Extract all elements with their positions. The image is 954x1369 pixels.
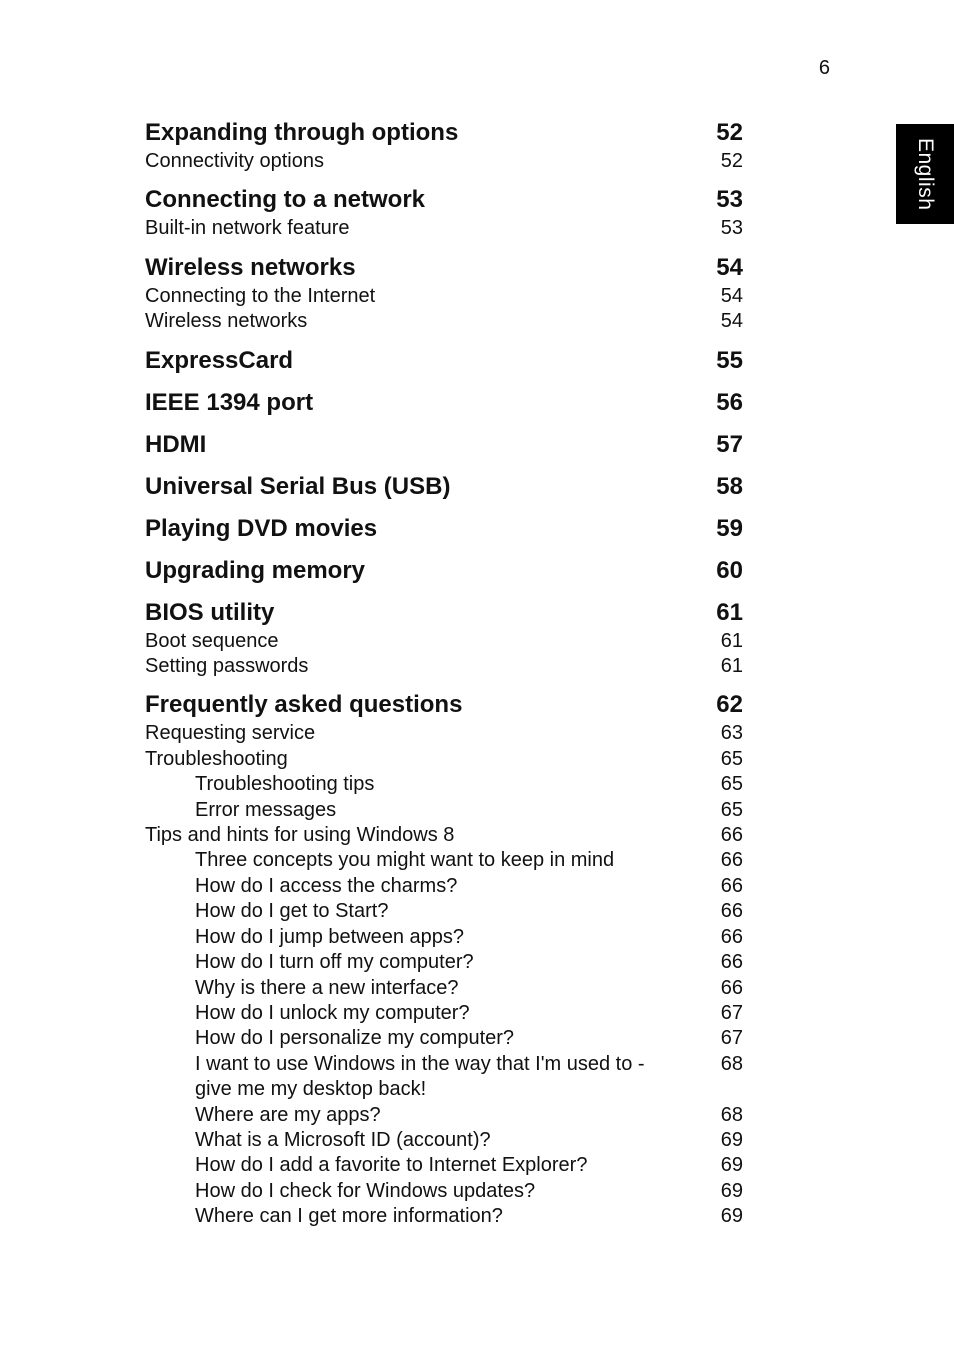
toc-entry-page: 61 bbox=[716, 598, 743, 626]
toc-entry-page: 69 bbox=[720, 1128, 743, 1151]
toc-entry[interactable] bbox=[145, 950, 743, 975]
toc-entry-page: 69 bbox=[720, 1179, 743, 1202]
toc-entry-page: 53 bbox=[716, 186, 743, 214]
toc-entry-page: 56 bbox=[716, 388, 743, 416]
toc-entry-page: 62 bbox=[716, 691, 743, 719]
toc-entry-page: 60 bbox=[716, 556, 743, 584]
toc-entry-title: HDMI bbox=[145, 430, 207, 458]
language-tab bbox=[896, 124, 954, 224]
toc-entry[interactable] bbox=[145, 1026, 743, 1051]
toc-entry[interactable] bbox=[145, 654, 743, 679]
toc-entry-title: Tips and hints for using Windows 8 bbox=[145, 824, 455, 847]
toc-entry-title: Error messages bbox=[195, 798, 337, 821]
table-of-contents bbox=[145, 116, 743, 1230]
toc-entry-title: Where can I get more information? bbox=[195, 1205, 503, 1228]
toc-entry-title: What is a Microsoft ID (account)? bbox=[195, 1128, 491, 1151]
toc-entry-page: 69 bbox=[720, 1154, 743, 1177]
toc-entry-page: 66 bbox=[720, 824, 743, 847]
language-tab-label: English bbox=[914, 137, 937, 211]
toc-entry[interactable] bbox=[145, 1001, 743, 1026]
toc-chapter[interactable] bbox=[145, 386, 743, 419]
toc-entry[interactable] bbox=[145, 925, 743, 950]
toc-entry-title: How do I add a favorite to Internet Explorer? bbox=[195, 1154, 588, 1177]
toc-chapter[interactable] bbox=[145, 512, 743, 545]
toc-entry[interactable] bbox=[145, 1204, 743, 1229]
toc-entry-title: Troubleshooting tips bbox=[195, 773, 375, 796]
toc-entry-title: Connecting to the Internet bbox=[145, 284, 376, 307]
toc-entry-page: 63 bbox=[720, 722, 743, 745]
toc-entry-title: How do I turn off my computer? bbox=[195, 951, 474, 974]
toc-entry-page: 54 bbox=[716, 253, 743, 281]
toc-chapter[interactable] bbox=[145, 344, 743, 377]
toc-entry[interactable] bbox=[145, 798, 743, 823]
toc-entry-title: Where are my apps? bbox=[195, 1103, 381, 1126]
toc-entry-page: 66 bbox=[720, 976, 743, 999]
toc-chapter[interactable] bbox=[145, 596, 743, 629]
toc-chapter[interactable] bbox=[145, 251, 743, 284]
toc-entry-page: 53 bbox=[720, 217, 743, 240]
toc-entry-page: 65 bbox=[720, 798, 743, 821]
toc-entry-page: 57 bbox=[716, 430, 743, 458]
toc-entry-page: 69 bbox=[720, 1205, 743, 1228]
toc-entry-page: 52 bbox=[720, 150, 743, 172]
toc-entry[interactable] bbox=[145, 874, 743, 899]
toc-entry-title: Connecting to a network bbox=[145, 186, 426, 214]
toc-entry-title: Playing DVD movies bbox=[145, 514, 378, 542]
toc-entry-title: How do I access the charms? bbox=[195, 874, 458, 897]
toc-entry-page: 66 bbox=[720, 951, 743, 974]
toc-entry-page: 52 bbox=[716, 119, 743, 146]
toc-entry-page: 68 bbox=[720, 1103, 743, 1126]
toc-entry[interactable] bbox=[145, 976, 743, 1001]
toc-entry-page: 66 bbox=[720, 874, 743, 897]
toc-entry[interactable] bbox=[145, 216, 743, 241]
toc-chapter[interactable] bbox=[145, 688, 743, 721]
toc-chapter[interactable] bbox=[145, 183, 743, 216]
toc-entry-title: Expanding through options bbox=[145, 119, 459, 146]
toc-entry-title: How do I personalize my computer? bbox=[195, 1027, 515, 1050]
toc-entry-title: Upgrading memory bbox=[145, 556, 366, 584]
toc-entry-page: 65 bbox=[720, 747, 743, 770]
toc-entry-page: 65 bbox=[720, 773, 743, 796]
toc-entry-title: Universal Serial Bus (USB) bbox=[145, 472, 451, 500]
toc-entry-title: Built-in network feature bbox=[145, 217, 350, 240]
toc-entry[interactable] bbox=[145, 1052, 743, 1103]
toc-entry-title: Why is there a new interface? bbox=[195, 976, 459, 999]
toc-entry-page: 55 bbox=[716, 346, 743, 374]
toc-chapter[interactable] bbox=[145, 554, 743, 587]
toc-entry[interactable] bbox=[145, 899, 743, 924]
page-number: 6 bbox=[818, 57, 830, 79]
toc-entry-page: 67 bbox=[720, 1001, 743, 1024]
toc-entry-page: 61 bbox=[720, 629, 743, 652]
toc-entry-page: 61 bbox=[720, 655, 743, 678]
toc-entry[interactable] bbox=[145, 284, 743, 309]
toc-entry[interactable] bbox=[145, 1128, 743, 1153]
toc-entry-page: 66 bbox=[720, 900, 743, 923]
toc-entry[interactable] bbox=[145, 772, 743, 797]
toc-entry[interactable] bbox=[145, 149, 743, 174]
toc-entry[interactable] bbox=[145, 823, 743, 848]
toc-chapter[interactable] bbox=[145, 116, 743, 149]
toc-chapter[interactable] bbox=[145, 428, 743, 461]
toc-entry-title: Wireless networks bbox=[145, 310, 308, 333]
toc-entry-title: How do I unlock my computer? bbox=[195, 1001, 470, 1024]
toc-entry-page: 67 bbox=[720, 1027, 743, 1050]
toc-entry[interactable] bbox=[145, 629, 743, 654]
toc-entry-title: Wireless networks bbox=[145, 253, 356, 281]
toc-entry[interactable] bbox=[145, 848, 743, 873]
toc-entry-page: 54 bbox=[720, 310, 743, 333]
toc-chapter[interactable] bbox=[145, 470, 743, 503]
toc-entry[interactable] bbox=[145, 747, 743, 772]
toc-entry-page: 66 bbox=[720, 849, 743, 872]
toc-entry-page: 54 bbox=[720, 284, 743, 307]
toc-entry[interactable] bbox=[145, 1179, 743, 1204]
toc-entry-title: How do I check for Windows updates? bbox=[195, 1179, 536, 1202]
toc-entry[interactable] bbox=[145, 1153, 743, 1178]
toc-entry-title: Requesting service bbox=[145, 722, 316, 745]
toc-entry-title-line: give me my desktop back! bbox=[195, 1078, 427, 1101]
toc-entry-title: IEEE 1394 port bbox=[145, 388, 314, 416]
toc-entry[interactable] bbox=[145, 721, 743, 746]
toc-entry-title: Boot sequence bbox=[145, 629, 279, 652]
toc-entry[interactable] bbox=[145, 309, 743, 334]
toc-entry-title: Setting passwords bbox=[145, 655, 309, 678]
toc-entry-page: 58 bbox=[716, 472, 743, 500]
toc-entry-title: Three concepts you might want to keep in mind bbox=[195, 849, 615, 872]
toc-entry-title: Troubleshooting bbox=[145, 747, 288, 770]
toc-entry-page: 66 bbox=[720, 925, 743, 948]
toc-entry-title bbox=[195, 1052, 645, 1103]
toc-entry-title: Connectivity options bbox=[145, 150, 324, 172]
toc-entry-page: 68 bbox=[720, 1052, 743, 1075]
toc-entry-title: Frequently asked questions bbox=[145, 691, 463, 719]
toc-entry[interactable] bbox=[145, 1103, 743, 1128]
toc-entry-page: 59 bbox=[716, 514, 743, 542]
toc-entry-title: How do I jump between apps? bbox=[195, 925, 465, 948]
toc-entry-title: ExpressCard bbox=[145, 346, 294, 374]
toc-entry-title: How do I get to Start? bbox=[195, 900, 389, 923]
toc-entry-title: BIOS utility bbox=[145, 598, 275, 626]
toc-entry-title-line: I want to use Windows in the way that I'm used to - bbox=[195, 1052, 645, 1075]
